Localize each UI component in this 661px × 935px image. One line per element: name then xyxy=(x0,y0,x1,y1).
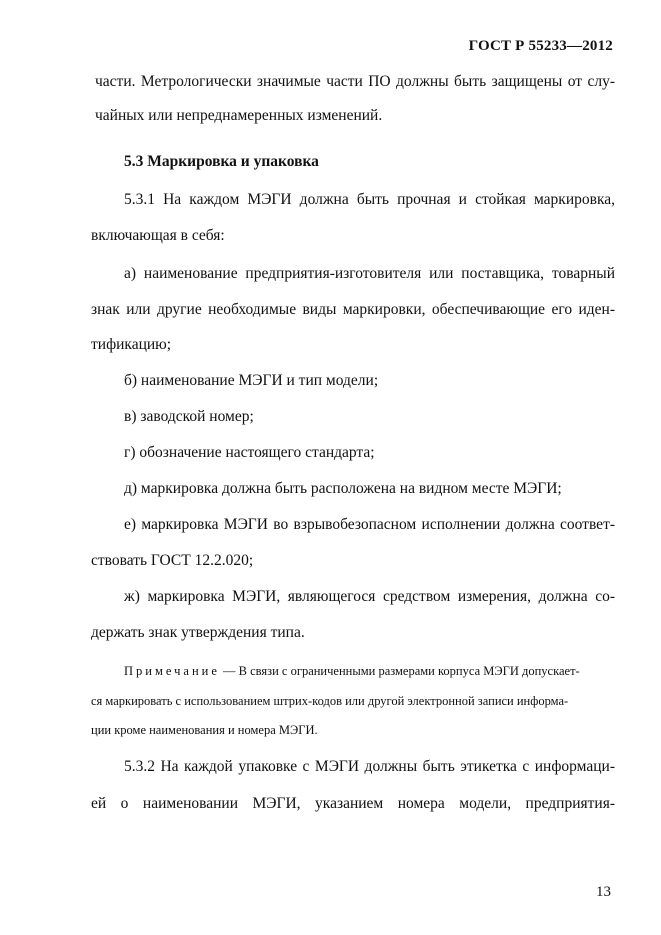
paragraph-line: чайных или непреднамеренных изменений. xyxy=(95,107,383,124)
note-line: ции кроме наименования и номера МЭГИ. xyxy=(91,723,318,737)
paragraph-line: включающая в себя: xyxy=(91,227,225,244)
list-item-v: в) заводской номер; xyxy=(124,408,254,425)
note-text: — В связи с ограниченными размерами корпуса МЭГИ допускает- xyxy=(219,664,580,678)
paragraph-line: ствовать ГОСТ 12.2.020; xyxy=(91,552,254,569)
paragraph-line: тификацию; xyxy=(91,336,172,353)
list-item-g: г) обозначение настоящего стандарта; xyxy=(124,444,375,461)
note-line xyxy=(124,664,580,679)
list-item-d: д) маркировка должна быть расположена на видном месте МЭГИ; xyxy=(124,480,562,497)
paragraph-line: 5.3.1 На каждом МЭГИ должна быть прочная и стойкая маркировка, xyxy=(124,191,615,208)
list-item-e: е) маркировка МЭГИ во взрывобезопасном исполнении должна соответ- xyxy=(124,516,615,533)
paragraph-line: держать знак утверждения типа. xyxy=(91,624,305,641)
paragraph-line: 5.3.2 На каждой упаковке с МЭГИ должны быть этикетка с информаци- xyxy=(124,758,615,775)
page-number: 13 xyxy=(596,884,611,900)
list-item-a: а) наименование предприятия-изготовителя или поставщика, товарный xyxy=(124,265,615,282)
list-item-zh: ж) маркировка МЭГИ, являющегося средством измерения, должна со- xyxy=(124,588,615,605)
paragraph-line: знак или другие необходимые виды маркировки, обеспечивающие его иден- xyxy=(91,301,615,318)
note-line: ся маркировать с использованием штрих-кодов или другой электронной записи информа- xyxy=(91,694,569,708)
note-label: Примечание xyxy=(124,664,220,678)
section-title: 5.3 Маркировка и упаковка xyxy=(124,153,319,170)
list-item-b: б) наименование МЭГИ и тип модели; xyxy=(124,372,379,389)
paragraph-line: ей о наименовании МЭГИ, указанием номера модели, предприятия- xyxy=(91,795,615,812)
paragraph-line: части. Метрологически значимые части ПО должны быть защищены от слу- xyxy=(95,73,615,90)
document-header: ГОСТ Р 55233—2012 xyxy=(468,38,613,54)
